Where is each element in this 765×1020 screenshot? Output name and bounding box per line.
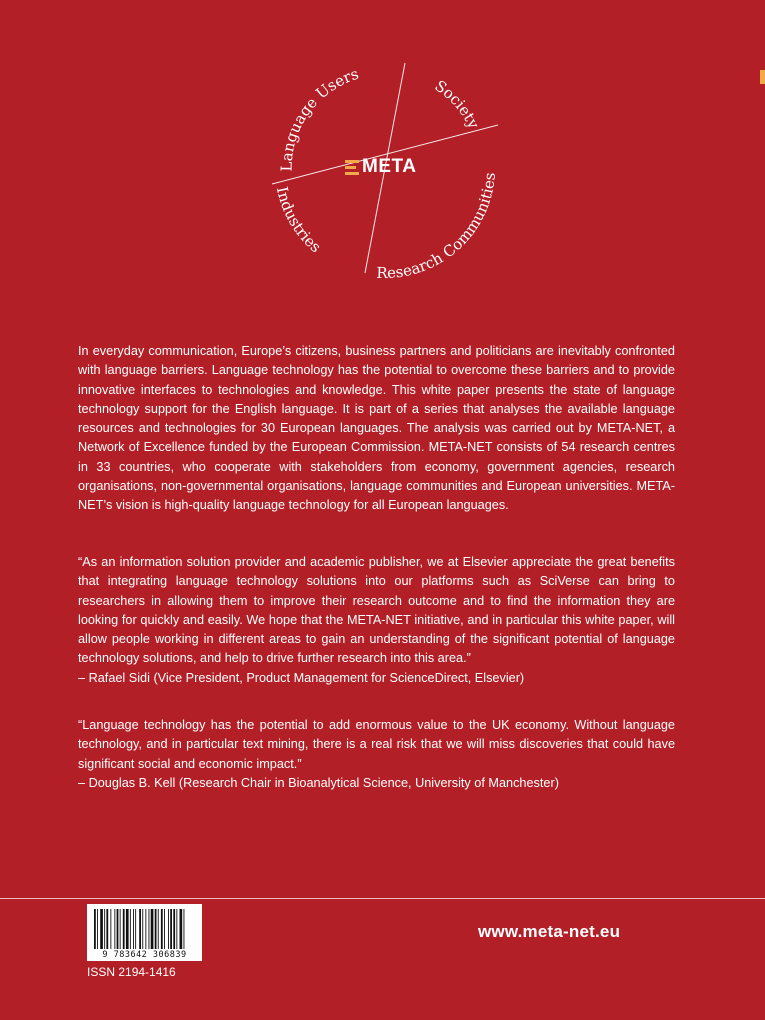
barcode-bar: [114, 909, 115, 949]
barcode-bar: [100, 909, 103, 949]
barcode-bar: [97, 909, 98, 949]
website-link[interactable]: www.meta-net.eu: [478, 922, 621, 941]
isbn-barcode: [87, 904, 202, 961]
barcode-bar: [158, 909, 159, 949]
barcode-bar: [184, 909, 185, 949]
barcode-bar: [133, 909, 134, 949]
footer-divider: [0, 898, 765, 899]
barcode-bar: [130, 909, 131, 949]
barcode-bar: [120, 909, 121, 949]
barcode-bar: [155, 909, 157, 949]
barcode-bar: [126, 909, 129, 949]
quote-text: “As an information solution provider and academic publisher, we at Elsevier appreciate the great benefits that integrating language technology solutions into our platforms such as SciVerse can bring to researchers in allowing them to improve their research outcome and to find the information they are looking for quickly and easily. We hope that the META-NET initiative, and in particular this white paper, will allow people working in different areas to gain an understanding of the significant potential of language technology solutions, and help to drive further research into this area.”: [78, 555, 675, 666]
barcode-bar: [135, 909, 136, 949]
issn-label: ISSN 2194-1416: [87, 965, 176, 979]
barcode-bar: [139, 909, 141, 949]
quote-elsevier: [78, 553, 675, 688]
quote-manchester: [78, 716, 675, 793]
barcode-bar: [161, 909, 163, 949]
barcode-bar: [164, 909, 165, 949]
barcode-bar: [104, 909, 105, 949]
quote-attribution: – Rafael Sidi (Vice President, Product Management for ScienceDirect, Elsevier): [78, 670, 525, 685]
barcode-bar: [145, 909, 146, 949]
barcode-bar: [168, 909, 169, 949]
barcode-bar: [142, 909, 143, 949]
barcode-bar: [117, 909, 119, 949]
barcode-bar: [123, 909, 125, 949]
barcode-icon: [94, 909, 195, 949]
barcode-bar: [173, 909, 175, 949]
quote-text: “Language technology has the potential to add enormous value to the UK economy. Without language technology, and in particular text mining, there is a real risk that we will miss discoveries that could have significant social and economic impact.”: [78, 718, 675, 771]
meta-logo: [345, 157, 416, 177]
barcode-bar: [106, 909, 108, 949]
quote-attribution: – Douglas B. Kell (Research Chair in Bioanalytical Science, University of Manchester): [78, 775, 559, 790]
barcode-bar: [110, 909, 111, 949]
segment-label-society: Society: [431, 76, 483, 132]
logo-wordmark: META: [362, 156, 417, 177]
segment-label-language-users: Language Users: [277, 64, 361, 172]
corner-mark: [760, 70, 765, 84]
barcode-bar: [149, 909, 150, 949]
barcode-bar: [94, 909, 96, 949]
barcode-bar: [180, 909, 183, 949]
barcode-bar: [151, 909, 154, 949]
barcode-bar: [170, 909, 172, 949]
barcode-bar: [176, 909, 177, 949]
intro-paragraph: In everyday communication, Europe’s citizens, business partners and politicians are inevitably confronted with language barriers. Language technology has the potential to overcome these barriers and to provide innovative interfaces to technologies and knowledge. This white paper presents the state of language technology support for the English language. It is part of a series that analyses the available language resources and technologies for 30 European languages. The analysis was carried out by META-NET, a Network of Excellence funded by the European Commission. META-NET consists of 54 research centres in 33 countries, who cooperate with stakeholders from economy, government agencies, research organisations, non-governmental organisations, language communities and European universities. META-NET’s vision is high-quality language technology for all European languages.: [78, 344, 675, 513]
logo-bars-icon: [345, 160, 359, 175]
segment-label-research-communities: Research Communities: [376, 171, 499, 283]
barcode-number: 9 783642 306839: [102, 950, 187, 960]
segment-label-industries: Industries: [272, 185, 325, 257]
